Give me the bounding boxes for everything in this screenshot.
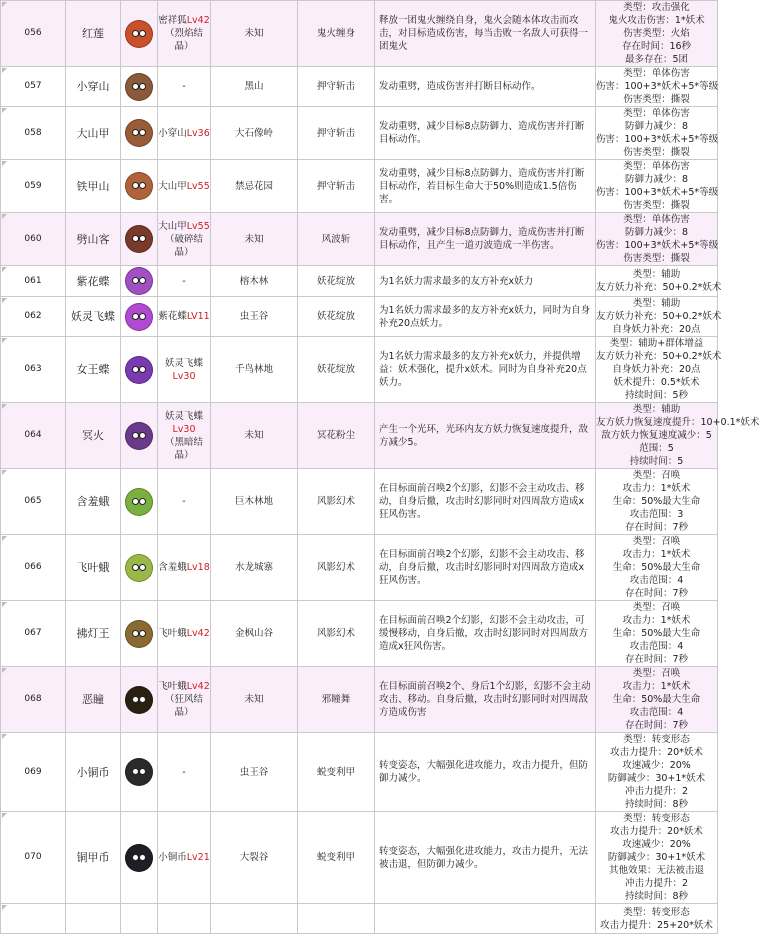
effect-line: 伤害类型：撕裂 <box>623 94 690 105</box>
pet-name: 妖灵飞蝶 <box>66 297 121 337</box>
location: 未知 <box>211 667 298 733</box>
pet-name: 小铜币 <box>66 733 121 812</box>
table-row <box>1 67 718 107</box>
table-row <box>1 812 718 904</box>
effect-line: 类型：辅助 <box>632 298 681 309</box>
effect-line: 生命：50%最大生命 <box>612 562 701 573</box>
skill-description: 产生一个光环，光环内友方妖力恢复速度提升，敌方减少5。 <box>375 403 596 469</box>
effect-line: 最多存在：5团 <box>624 54 689 65</box>
skill-name: 鬼火缠身 <box>298 1 375 67</box>
skill-effects <box>596 601 718 667</box>
evolves-from-level: Lv42 <box>186 681 210 692</box>
table-row <box>1 733 718 812</box>
skill-description: 在目标面前召唤2个幻影，幻影不会主动攻击、移动，自身后撤，攻击时幻影同时对四周敌方造成x狂风伤害。 <box>375 535 596 601</box>
pet-icon-cell <box>121 160 158 213</box>
skill-description: 为1名妖力需求最多的友方补充x妖力，同时为自身补充20点妖力。 <box>375 297 596 337</box>
table-row <box>1 601 718 667</box>
leaf-moth-avatar-icon <box>125 554 153 582</box>
evolves-from <box>158 469 211 535</box>
evolves-from-level: Lv30 <box>172 370 196 382</box>
table-row <box>1 1 718 67</box>
evolves-from-note: （烈焰结晶） <box>164 28 203 52</box>
effect-line: 攻速减少：20% <box>622 760 691 771</box>
copper-coin-avatar-icon <box>125 758 153 786</box>
evolves-from-name: 大山甲 <box>158 180 187 192</box>
location: 黑山 <box>211 67 298 107</box>
effect-line: 类型：转变形态 <box>623 813 690 824</box>
evolves-from-level: Lv55 <box>186 180 210 192</box>
pangolin-avatar-icon <box>125 73 153 101</box>
evolves-from-name: 小穿山 <box>158 127 187 139</box>
skill-description <box>375 904 596 934</box>
row-number: 062 <box>1 297 66 337</box>
queen-butterfly-avatar-icon <box>125 356 153 384</box>
pet-icon-cell <box>121 266 158 297</box>
table-body <box>1 1 759 934</box>
pet-name <box>66 904 121 934</box>
evolves-from <box>158 403 211 469</box>
pet-icon-cell <box>121 1 158 67</box>
effect-line: 攻击力提升：20*妖术 <box>610 747 703 758</box>
pet-name: 大山甲 <box>66 107 121 160</box>
evolves-from <box>158 1 211 67</box>
effect-line: 防御减少：30+1*妖术 <box>607 852 706 863</box>
evolves-from-name: - <box>182 81 186 92</box>
effect-line: 攻击力：1*妖术 <box>622 549 691 560</box>
effect-line: 类型：转变形态 <box>623 734 690 745</box>
table-row <box>1 667 718 733</box>
pet-name: 含羞蛾 <box>66 469 121 535</box>
location: 千鸟林地 <box>211 337 298 403</box>
effect-line: 存在时间：7秒 <box>624 588 689 599</box>
effect-line: 存在时间：16秒 <box>621 41 692 52</box>
pet-name: 女王蝶 <box>66 337 121 403</box>
pet-icon-cell <box>121 667 158 733</box>
effect-line: 冲击力提升：2 <box>624 786 689 797</box>
evolves-from-name: 紫花蝶 <box>158 311 187 322</box>
effect-line: 类型：攻击强化 <box>623 2 690 13</box>
effect-line: 伤害：100+3*妖术+5*等级 <box>596 240 719 251</box>
pet-icon-cell <box>121 297 158 337</box>
skill-effects <box>596 213 718 266</box>
evolves-from <box>158 812 211 904</box>
effect-line: 生命：50%最大生命 <box>612 628 701 639</box>
effect-line: 防御力减少：8 <box>624 121 689 132</box>
table-row <box>1 213 718 266</box>
table-row <box>1 107 718 160</box>
pet-icon-cell <box>121 469 158 535</box>
evolves-from-name: 飞叶蛾 <box>158 628 187 639</box>
effect-line: 友方妖力补充：50+0.2*妖术 <box>596 311 722 322</box>
effect-line: 存在时间：7秒 <box>624 720 689 731</box>
effect-line: 攻击力：1*妖术 <box>622 681 691 692</box>
skill-description: 转变姿态，大幅强化进攻能力，攻击力提升，但防御力减少。 <box>375 733 596 812</box>
location: 大石像岭 <box>211 107 298 160</box>
skill-name: 风波斩 <box>298 213 375 266</box>
effect-line: 友方妖力补充：50+0.2*妖术 <box>596 351 722 362</box>
pet-name: 红莲 <box>66 1 121 67</box>
evolves-from-level: Lv30 <box>172 423 196 435</box>
effect-line: 友方妖力恢复速度提升：10+0.1*妖术 <box>596 417 759 428</box>
skill-description: 为1名妖力需求最多的友方补充x妖力 <box>375 266 596 297</box>
skill-description: 释放一团鬼火缠绕自身，鬼火会随本体攻击而攻击，对目标造成伤害，每当击败一名敌人可获得一团鬼火 <box>375 1 596 67</box>
table-row <box>1 469 718 535</box>
row-number: 064 <box>1 403 66 469</box>
spirit-butterfly-avatar-icon <box>125 303 153 331</box>
effect-line: 伤害类型：火焰 <box>623 28 690 39</box>
evolves-from <box>158 213 211 266</box>
pet-icon-cell <box>121 213 158 266</box>
evil-eye-avatar-icon <box>125 686 153 714</box>
effect-line: 类型：辅助 <box>632 269 681 280</box>
skill-effects <box>596 67 718 107</box>
evolves-from <box>158 67 211 107</box>
skill-description: 发动重劈，减少目标8点防御力、造成伤害并打断目标动作。 <box>375 107 596 160</box>
effect-line: 攻击范围：3 <box>629 509 684 520</box>
row-number: 067 <box>1 601 66 667</box>
skill-description: 为1名妖力需求最多的友方补充x妖力，并提供增益：妖术强化，提升x妖术。同时为自身补充20点妖力。 <box>375 337 596 403</box>
location: 禁忌花园 <box>211 160 298 213</box>
evolves-from-name: 妖灵飞蝶 <box>164 410 203 422</box>
skill-name: 押守斩击 <box>298 107 375 160</box>
table-row <box>1 337 718 403</box>
skill-effects <box>596 403 759 469</box>
effect-line: 类型：单体伤害 <box>623 161 690 172</box>
pet-icon-cell <box>121 812 158 904</box>
skill-name: 风影幻术 <box>298 469 375 535</box>
effect-line: 类型：辅助 <box>632 404 681 415</box>
evolves-from <box>158 904 211 934</box>
skill-description: 转变姿态，大幅强化进攻能力，攻击力提升，无法被击退，但防御力减少。 <box>375 812 596 904</box>
lamp-king-avatar-icon <box>125 620 153 648</box>
pet-icon-cell <box>121 733 158 812</box>
location: 巨木林地 <box>211 469 298 535</box>
skill-description: 发动重劈，减少目标8点防御力，造成伤害并打断目标动作，且产生一道刃波造成一半伤害。 <box>375 213 596 266</box>
copper-armor-avatar-icon <box>125 844 153 872</box>
effect-line: 伤害：100+3*妖术+5*等级 <box>596 134 719 145</box>
table-row <box>1 297 718 337</box>
effect-line: 类型：转变形态 <box>623 906 690 918</box>
evolves-from-name: 飞叶蛾 <box>158 681 187 692</box>
effect-line: 攻击范围：4 <box>629 641 684 652</box>
effect-line: 自身妖力补充：20点 <box>612 324 701 335</box>
pet-icon-cell <box>121 337 158 403</box>
table-row <box>1 266 718 297</box>
effect-line: 生命：50%最大生命 <box>612 496 701 507</box>
row-number: 063 <box>1 337 66 403</box>
effect-line: 类型：召唤 <box>632 470 681 481</box>
evolves-from-level: Lv36 <box>186 127 210 139</box>
skill-name <box>298 904 375 934</box>
evolves-from <box>158 266 211 297</box>
evolves-from <box>158 601 211 667</box>
row-number: 066 <box>1 535 66 601</box>
table-row <box>1 403 718 469</box>
location <box>211 904 298 934</box>
effect-line: 类型：召唤 <box>632 668 681 679</box>
skill-effects <box>596 337 722 403</box>
evolves-from-name: 密祥狐 <box>158 15 187 26</box>
effect-line: 类型：辅助+群体增益 <box>609 338 704 349</box>
evolves-from-level: Lv55 <box>186 220 210 232</box>
location: 大裂谷 <box>211 812 298 904</box>
skill-name: 妖花绽放 <box>298 297 375 337</box>
pet-name: 劈山客 <box>66 213 121 266</box>
location: 虫王谷 <box>211 297 298 337</box>
row-number: 056 <box>1 1 66 67</box>
skill-effects <box>596 812 718 904</box>
row-number: 059 <box>1 160 66 213</box>
evolves-from <box>158 107 211 160</box>
pet-icon-cell <box>121 403 158 469</box>
effect-line: 防御减少：30+1*妖术 <box>607 773 706 784</box>
skill-name: 邪瞳舞 <box>298 667 375 733</box>
effect-line: 持续时间：5秒 <box>624 390 689 401</box>
skill-description: 在目标面前召唤2个、身后1个幻影，幻影不会主动攻击、移动。自身后撤，攻击时幻影同时对四周敌方造成伤害 <box>375 667 596 733</box>
skill-effects <box>596 535 718 601</box>
row-number: 070 <box>1 812 66 904</box>
effect-line: 攻速减少：20% <box>622 839 691 850</box>
effect-line: 伤害类型：撕裂 <box>623 147 690 158</box>
skill-description: 发动重劈，造成伤害并打断目标动作。 <box>375 67 596 107</box>
skill-name: 冥花粉尘 <box>298 403 375 469</box>
effect-line: 伤害类型：撕裂 <box>623 200 690 211</box>
purple-butterfly-avatar-icon <box>125 267 153 295</box>
evolves-from-level: LV11 <box>186 311 210 322</box>
evolves-from-name: 小铜币 <box>158 852 187 863</box>
location: 金枫山谷 <box>211 601 298 667</box>
skill-effects <box>596 107 718 160</box>
pet-icon-cell <box>121 601 158 667</box>
effect-line: 攻击范围：4 <box>629 575 684 586</box>
nether-fire-avatar-icon <box>125 422 153 450</box>
pet-name: 铁甲山 <box>66 160 121 213</box>
row-number: 061 <box>1 266 66 297</box>
skill-description: 发动重劈，减少目标8点防御力、造成伤害并打断目标动作，若目标生命大于50%则造成1.5倍伤害。 <box>375 160 596 213</box>
mountain-cleaver-avatar-icon <box>125 225 153 253</box>
pet-icon-cell <box>121 904 158 934</box>
skill-effects <box>596 667 718 733</box>
row-number: 068 <box>1 667 66 733</box>
table-row <box>1 160 718 213</box>
skill-description: 在目标面前召唤2个幻影，幻影不会主动攻击，可缓慢移动，自身后撤，攻击时幻影同时对四周敌方造成x狂风伤害。 <box>375 601 596 667</box>
effect-line: 存在时间：7秒 <box>624 522 689 533</box>
skill-effects <box>596 297 722 337</box>
location: 未知 <box>211 1 298 67</box>
skill-effects <box>596 733 718 812</box>
row-number: 057 <box>1 67 66 107</box>
location: 未知 <box>211 213 298 266</box>
skill-name: 押守斩击 <box>298 67 375 107</box>
evolves-from <box>158 667 211 733</box>
pet-name: 小穿山 <box>66 67 121 107</box>
table-row <box>1 535 718 601</box>
evolves-from-name: 大山甲 <box>158 220 187 232</box>
effect-line: 持续时间：8秒 <box>624 799 689 810</box>
effect-line: 伤害：100+3*妖术+5*等级 <box>596 81 719 92</box>
evolves-from <box>158 297 211 337</box>
evolves-from <box>158 535 211 601</box>
skill-name: 妖花绽放 <box>298 337 375 403</box>
effect-line: 类型：召唤 <box>632 536 681 547</box>
skill-description: 在目标面前召唤2个幻影，幻影不会主动攻击、移动，自身后撤，攻击时幻影同时对四周敌方造成x狂风伤害。 <box>375 469 596 535</box>
location: 水龙城寨 <box>211 535 298 601</box>
effect-line: 存在时间：7秒 <box>624 654 689 665</box>
location: 榕木林 <box>211 266 298 297</box>
evolves-from-name: 含羞蛾 <box>158 562 187 573</box>
effect-line: 伤害：100+3*妖术+5*等级 <box>596 187 719 198</box>
effect-line: 攻击范围：4 <box>629 707 684 718</box>
pet-icon-cell <box>121 107 158 160</box>
pet-name: 铜甲币 <box>66 812 121 904</box>
evolves-from-level: Lv18 <box>186 562 210 573</box>
skill-name: 风影幻术 <box>298 601 375 667</box>
row-number <box>1 904 66 934</box>
effect-line: 持续时间：5 <box>629 456 684 467</box>
evolves-from-level: Lv42 <box>186 15 210 26</box>
evolves-from-name: - <box>182 766 186 778</box>
pet-name: 飞叶蛾 <box>66 535 121 601</box>
armadillo-avatar-icon <box>125 119 153 147</box>
effect-line: 类型：召唤 <box>632 602 681 613</box>
effect-line: 其他效果：无法被击退 <box>608 865 704 876</box>
skill-name: 蜕变利甲 <box>298 812 375 904</box>
pet-name: 冥火 <box>66 403 121 469</box>
evolves-from <box>158 733 211 812</box>
effect-line: 类型：单体伤害 <box>623 108 690 119</box>
effect-line: 类型：单体伤害 <box>623 214 690 225</box>
skill-effects <box>596 904 718 934</box>
fire-fox-avatar-icon <box>125 20 153 48</box>
evolves-from-note: （破碎结晶） <box>164 233 203 258</box>
effect-line: 敌方妖力恢复速度减少：5 <box>601 430 712 441</box>
skill-effects <box>596 160 718 213</box>
effect-line: 鬼火攻击伤害：1*妖术 <box>608 15 705 26</box>
effect-line: 妖术提升：0.5*妖术 <box>613 377 700 388</box>
effect-line: 自身妖力补充：20点 <box>612 364 701 375</box>
skill-effects <box>596 266 722 297</box>
effect-line: 持续时间：8秒 <box>624 891 689 902</box>
evolves-from-level: Lv21 <box>186 852 210 863</box>
pet-name: 紫花蝶 <box>66 266 121 297</box>
effect-line: 防御力减少：8 <box>624 227 689 238</box>
evolves-from <box>158 337 211 403</box>
row-number: 065 <box>1 469 66 535</box>
location: 虫王谷 <box>211 733 298 812</box>
effect-line: 伤害类型：撕裂 <box>623 253 690 264</box>
evolves-from-note: （黑暗结晶） <box>164 436 203 461</box>
iron-armor-avatar-icon <box>125 172 153 200</box>
skill-effects <box>596 469 718 535</box>
evolves-from-name: - <box>182 496 186 507</box>
pet-name: 拂灯王 <box>66 601 121 667</box>
shy-moth-avatar-icon <box>125 488 153 516</box>
effect-line: 生命：50%最大生命 <box>612 694 701 705</box>
effect-line: 攻击力：1*妖术 <box>622 483 691 494</box>
evolves-from-name: - <box>182 275 186 287</box>
effect-line: 攻击力提升：20*妖术 <box>610 826 703 837</box>
effect-line: 防御力减少：8 <box>624 174 689 185</box>
effect-line: 友方妖力补充：50+0.2*妖术 <box>596 282 722 293</box>
evolves-from-name: 妖灵飞蝶 <box>164 357 203 369</box>
effect-line: 范围：5 <box>639 443 674 454</box>
skill-name: 妖花绽放 <box>298 266 375 297</box>
evolves-from-note: （狂风结晶） <box>164 694 203 718</box>
skill-effects <box>596 1 718 67</box>
evolves-from <box>158 160 211 213</box>
row-number: 069 <box>1 733 66 812</box>
effect-line: 冲击力提升：2 <box>624 878 689 889</box>
skill-name: 押守斩击 <box>298 160 375 213</box>
pet-icon-cell <box>121 535 158 601</box>
location: 未知 <box>211 403 298 469</box>
effect-line: 攻击力：1*妖术 <box>622 615 691 626</box>
row-number: 058 <box>1 107 66 160</box>
skill-name: 蜕变利甲 <box>298 733 375 812</box>
effect-line: 类型：单体伤害 <box>623 68 690 79</box>
skill-name: 风影幻术 <box>298 535 375 601</box>
effect-line: 攻击力提升：25+20*妖术 <box>600 919 713 931</box>
table-row <box>1 904 718 934</box>
row-number: 060 <box>1 213 66 266</box>
evolves-from-level: Lv42 <box>186 628 210 639</box>
pet-name: 恶瞳 <box>66 667 121 733</box>
pet-icon-cell <box>121 67 158 107</box>
